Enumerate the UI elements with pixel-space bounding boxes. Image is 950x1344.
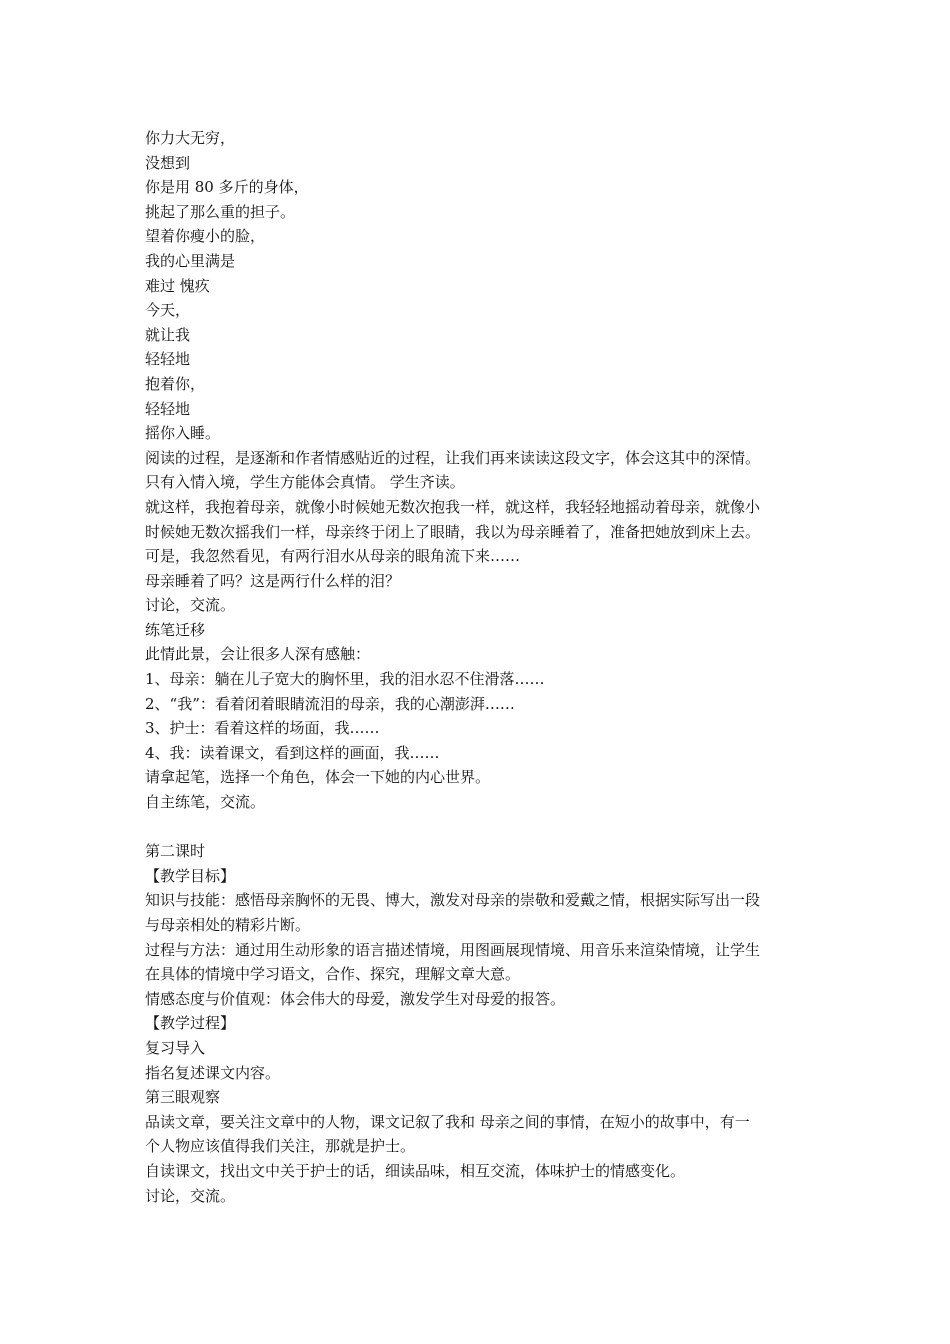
text-line: 过程与方法：通过用生动形象的语言描述情境，用图画展现情境、用音乐来渲染情境，让学生 [145, 940, 761, 959]
text-line: 你是用 80 多斤的身体， [145, 178, 309, 197]
document-page [145, 126, 815, 1208]
text-line: 轻轻地 [145, 350, 191, 369]
text-line: 自读课文，找出文中关于护士的话，细读品味，相互交流，体味护士的情感变化。 [145, 1161, 686, 1180]
text-line: 自主练笔，交流。 [145, 793, 266, 812]
section-heading: 第三眼观察 [145, 1088, 221, 1107]
list-item: 2、“我”：看着闭着眼睛流泪的母亲，我的心潮澎湃…… [145, 694, 515, 713]
list-item: 4、我：读着课文，看到这样的画面，我…… [145, 743, 440, 762]
text-line: 知识与技能：感悟母亲胸怀的无畏、博大，激发对母亲的崇敬和爱戴之情，根据实际写出一段 [145, 891, 761, 910]
text-line: 指名复述课文内容。 [145, 1063, 281, 1082]
text-line: 摇你入睡。 [145, 424, 221, 443]
text-line: 请拿起笔，选择一个角色，体会一下她的内心世界。 [145, 768, 491, 787]
text-line: 时候她无数次摇我们一样，母亲终于闭上了眼睛，我以为母亲睡着了，准备把她放到床上去。 [145, 522, 761, 541]
text-line: 只有入情入境，学生方能体会真情。 学生齐读。 [145, 473, 465, 492]
text-line: 在具体的情境中学习语文，合作、探究，理解文章大意。 [145, 965, 521, 984]
text-line: 讨论，交流。 [145, 1186, 236, 1205]
section-heading: 【教学目标】 [145, 866, 236, 885]
text-line: 轻轻地 [145, 399, 191, 418]
text-line: 品读文章，要关注文章中的人物，课文记叙了我和 母亲之间的事情，在短小的故事中，有一 [145, 1112, 750, 1131]
text-line: 我的心里满是 [145, 251, 236, 270]
text-line: 与母亲相处的精彩片断。 [145, 916, 311, 934]
text-line: 母亲睡着了吗？这是两行什么样的泪？ [145, 571, 401, 590]
text-line: 可是，我忽然看见，有两行泪水从母亲的眼角流下来…… [145, 547, 521, 566]
text-line: 望着你瘦小的脸， [145, 227, 266, 246]
text-line: 讨论，交流。 [145, 596, 236, 615]
text-line: 挑起了那么重的担子。 [145, 202, 296, 221]
text-line: 今天， [145, 301, 191, 320]
text-line: 个人物应该值得我们关注，那就是护士。 [145, 1137, 416, 1156]
section-heading: 复习导入 [145, 1038, 206, 1057]
section-heading: 练笔迁移 [145, 620, 206, 639]
text-line: 此情此景，会让很多人深有感触： [145, 645, 371, 664]
text-line: 抱着你， [145, 374, 206, 393]
blank-line [145, 815, 815, 840]
section-heading: 【教学过程】 [145, 1014, 236, 1033]
text-line: 难过 愧疚 [145, 276, 210, 295]
text-line: 情感态度与价值观：体会伟大的母爱，激发学生对母爱的报答。 [145, 989, 566, 1008]
text-line: 阅读的过程，是逐渐和作者情感贴近的过程，让我们再来读读这段文字，体会这其中的深情。 [145, 448, 761, 467]
list-item: 1、母亲：躺在儿子宽大的胸怀里，我的泪水忍不住滑落…… [145, 670, 545, 689]
section-heading: 第二课时 [145, 842, 206, 861]
list-item: 3、护士：看着这样的场面，我…… [145, 719, 380, 738]
text-line: 就让我 [145, 325, 191, 344]
text-line: 就这样，我抱着母亲，就像小时候她无数次抱我一样，就这样，我轻轻地摇动着母亲，就像小 [145, 497, 761, 516]
text-line: 没想到 [145, 153, 191, 172]
text-line: 你力大无穷， [145, 129, 236, 147]
